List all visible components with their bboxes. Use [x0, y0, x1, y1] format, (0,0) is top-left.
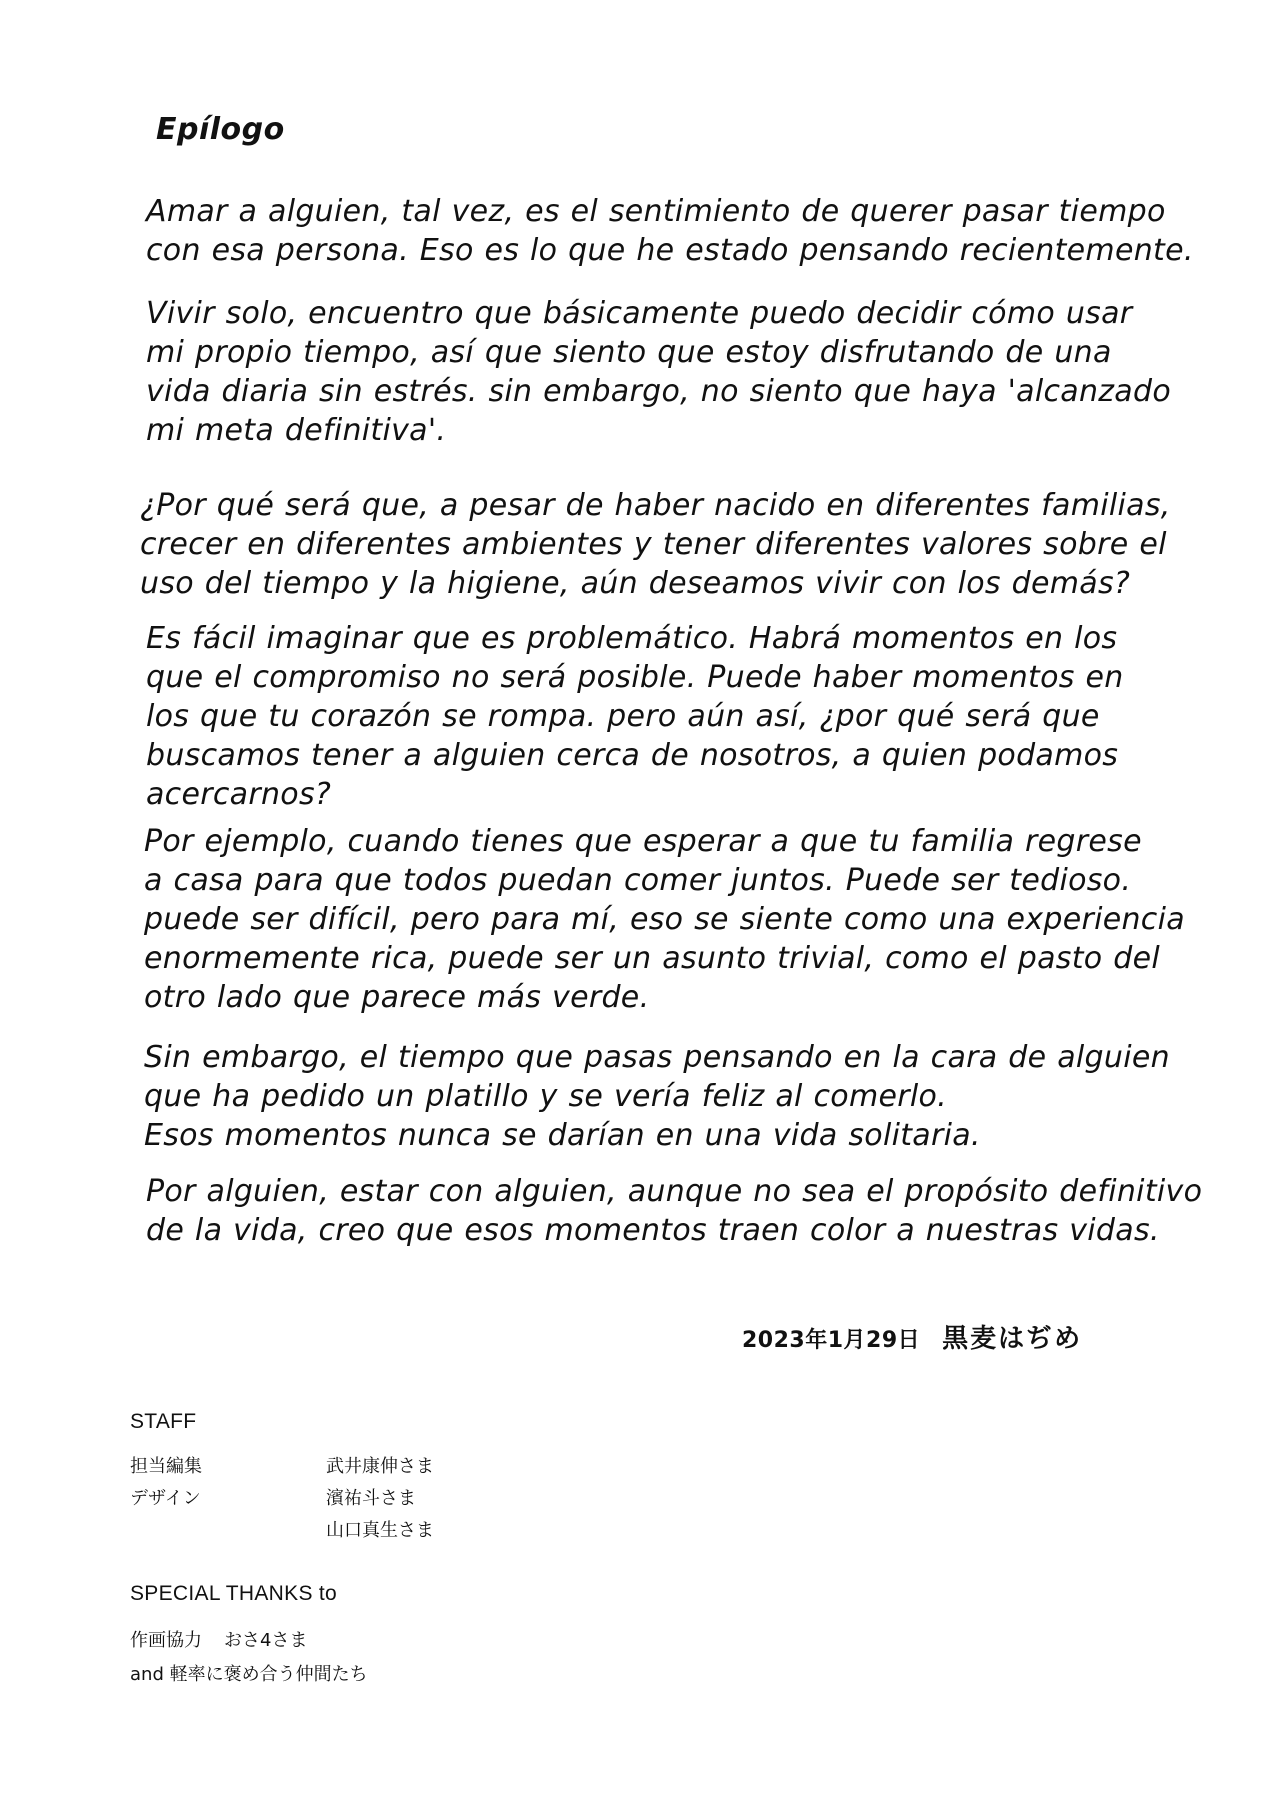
paragraph-line: Amar a alguien, tal vez, es el sentimiento de querer pasar tiempo — [146, 194, 1166, 229]
paragraph-line: crecer en diferentes ambientes y tener diferentes valores sobre el — [140, 527, 1167, 562]
special-thanks-heading: SPECIAL THANKS to — [130, 1582, 338, 1605]
paragraph-line: Vivir solo, encuentro que básicamente puedo decidir cómo usar — [146, 296, 1133, 331]
paragraph-line: de la vida, creo que esos momentos traen color a nuestras vidas. — [146, 1213, 1160, 1248]
paragraph-2 — [146, 294, 1171, 450]
staff-name: 山口真生さま — [326, 1520, 434, 1541]
paragraph-line: uso del tiempo y la higiene, aún deseamos vivir con los demás? — [140, 566, 1131, 601]
paragraph-5 — [144, 822, 1185, 1017]
paragraph-line: otro lado que parece más verde. — [144, 980, 650, 1015]
paragraph-line: que el compromiso no será posible. Puede haber momentos en — [146, 660, 1124, 695]
paragraph-line: a casa para que todos puedan comer juntos. Puede ser tedioso. — [144, 863, 1132, 898]
signature — [742, 1318, 1082, 1355]
thanks-name: おさ4さま — [224, 1630, 308, 1651]
paragraph-line: Por alguien, estar con alguien, aunque no sea el propósito definitivo — [146, 1174, 1203, 1209]
paragraph-line: con esa persona. Eso es lo que he estado pensando recientemente. — [146, 233, 1194, 268]
paragraph-line: que ha pedido un platillo y se vería feliz al comerlo. — [144, 1079, 948, 1114]
paragraph-4 — [146, 619, 1146, 814]
paragraph-line: Sin embargo, el tiempo que pasas pensando en la cara de alguien — [144, 1040, 1170, 1075]
paragraph-7 — [146, 1172, 1203, 1250]
paragraph-line: vida diaria sin estrés. sin embargo, no siento que haya 'alcanzado — [146, 374, 1171, 409]
staff-role: 担当編集 — [130, 1456, 202, 1477]
staff-row — [130, 1516, 434, 1542]
staff-heading: STAFF — [130, 1410, 197, 1433]
paragraph-line: ¿Por qué será que, a pesar de haber nacido en diferentes familias, — [140, 488, 1171, 523]
staff-name: 濱祐斗さま — [326, 1488, 416, 1509]
paragraph-line: acercarnos? — [146, 777, 332, 812]
paragraph-6 — [144, 1038, 1170, 1155]
paragraph-line: Por ejemplo, cuando tienes que esperar a que tu familia regrese — [144, 824, 1142, 859]
paragraph-line: los que tu corazón se rompa. pero aún así, ¿por qué será que — [146, 699, 1100, 734]
staff-row — [130, 1452, 434, 1478]
staff-role: デザイン — [130, 1488, 201, 1509]
paragraph-line: mi propio tiempo, así que siento que estoy disfrutando de una — [146, 335, 1112, 370]
thanks-role: 作画協力 — [130, 1630, 202, 1651]
paragraph-1 — [146, 192, 1194, 270]
paragraph-line: mi meta definitiva'. — [146, 413, 447, 448]
paragraph-line: Esos momentos nunca se darían en una vida solitaria. — [144, 1118, 981, 1153]
page-title: Epílogo — [156, 112, 285, 147]
staff-name: 武井康伸さま — [326, 1456, 434, 1477]
paragraph-3 — [140, 486, 1171, 603]
paragraph-line: Es fácil imaginar que es problemático. Habrá momentos en los — [146, 621, 1118, 656]
thanks-row — [130, 1660, 368, 1686]
paragraph-line: puede ser difícil, pero para mí, eso se siente como una experiencia — [144, 902, 1185, 937]
signature-date: 2023年1月29日 — [742, 1328, 921, 1353]
staff-row — [130, 1484, 416, 1510]
paragraph-line: buscamos tener a alguien cerca de nosotros, a quien podamos — [146, 738, 1119, 773]
thanks-row — [130, 1626, 307, 1652]
thanks-name: and 軽率に褒め合う仲間たち — [130, 1664, 368, 1685]
signature-author: 黒麦はぢめ — [942, 1324, 1083, 1354]
paragraph-line: enormemente rica, puede ser un asunto trivial, como el pasto del — [144, 941, 1161, 976]
